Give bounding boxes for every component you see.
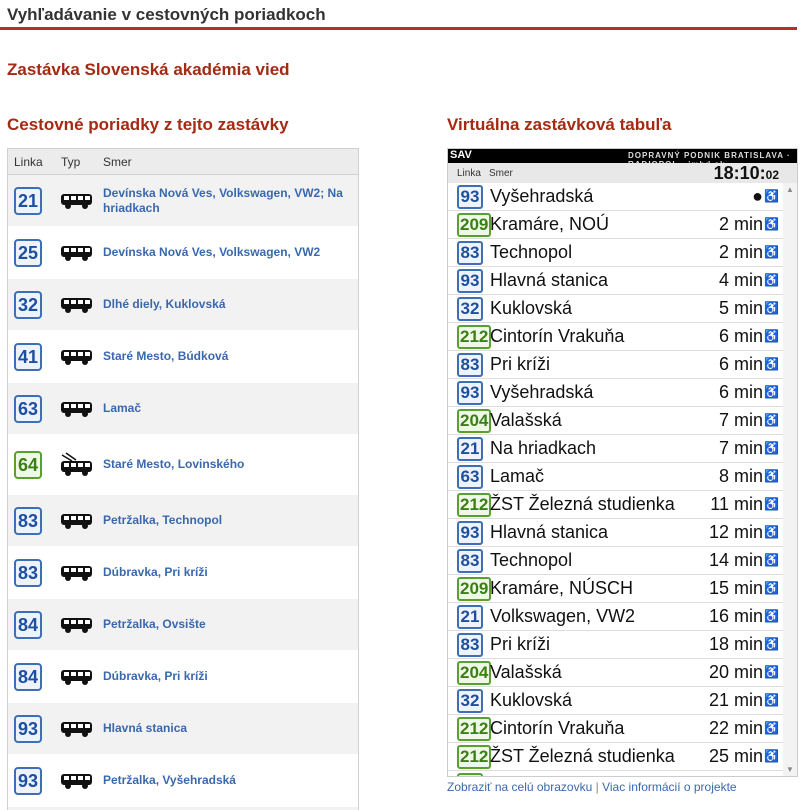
departure-destination: Vyšehradská [490,186,594,206]
departure-time: 20 min [708,662,763,682]
board-header [448,163,797,183]
departure-row [448,351,797,379]
departure-line-badge: 21 [457,605,483,629]
timetable-row[interactable] [8,651,358,703]
departure-destination: Hlavná stanica [490,270,609,290]
direction-link[interactable]: Dúbravka, Pri kríži [103,565,208,579]
line-badge[interactable]: 21 [14,187,42,215]
departure-line-badge: 204 [457,409,491,433]
departure-row [448,715,797,743]
timetables-heading: Cestovné poriadky z tejto zastávky [7,115,289,134]
departure-row [448,435,797,463]
line-badge[interactable]: 64 [14,451,42,479]
clock-time: 18:10 [713,163,760,183]
departure-line-badge: 63 [457,465,483,489]
departure-line-badge: 212 [457,745,491,769]
direction-link[interactable]: Devínska Nová Ves, Volkswagen, VW2 [103,245,321,259]
timetable-row[interactable] [8,227,358,279]
departure-line-badge: 209 [457,213,491,237]
timetable-row[interactable] [8,383,358,435]
departure-destination: Technopol [490,242,573,262]
scroll-down-icon[interactable]: ▼ [786,765,794,774]
departure-line-badge: 32 [457,689,483,713]
bus-icon [60,347,94,367]
wheelchair-icon: ♿ [764,553,779,567]
wheelchair-icon: ♿ [764,637,779,651]
departure-row [448,407,797,435]
line-badge[interactable]: 25 [14,239,42,267]
departure-time: 12 min [708,522,763,542]
line-badge[interactable]: 93 [14,715,42,743]
column-header-line: Linka [14,155,43,169]
timetable-row[interactable] [8,175,358,227]
timetable-table [7,148,359,810]
departure-time: 8 min [718,466,763,486]
fullscreen-link[interactable]: Zobraziť na celú obrazovku [447,780,593,794]
line-badge[interactable]: 93 [14,767,42,795]
bus-icon [60,771,94,791]
timetable-header [8,149,358,175]
line-badge[interactable]: 32 [14,291,42,319]
direction-link[interactable]: Petržalka, Technopol [103,513,223,527]
departure-row [448,687,797,715]
wheelchair-icon: ♿ [764,273,779,287]
wheelchair-icon: ♿ [764,217,779,231]
departure-line-badge: 93 [457,521,483,545]
departure-destination: Valašská [490,662,562,682]
departure-time: 14 min [708,550,763,570]
direction-link[interactable]: Dúbravka, Pri kríži [103,669,208,683]
bus-icon [60,615,94,635]
departure-time: 16 min [708,606,763,626]
departure-time: 4 min [718,270,763,290]
direction-link[interactable]: Hlavná stanica [103,721,188,735]
departure-time: 18 min [708,634,763,654]
wheelchair-icon: ♿ [764,301,779,315]
wheelchair-icon: ♿ [764,665,779,679]
departure-row [448,743,797,771]
departure-time: ● [752,186,763,206]
line-badge[interactable]: 41 [14,343,42,371]
departure-line-badge: 83 [457,633,483,657]
departure-time: 6 min [718,382,763,402]
line-badge[interactable]: 84 [14,611,42,639]
departure-time: 22 min [708,718,763,738]
departure-row [448,631,797,659]
bus-icon [60,719,94,739]
wheelchair-icon: ♿ [764,469,779,483]
departure-destination: Volkswagen, VW2 [490,606,636,626]
board-scrollbar[interactable] [783,183,797,776]
line-badge[interactable]: 63 [14,395,42,423]
wheelchair-icon: ♿ [764,357,779,371]
departure-line-badge: 83 [457,549,483,573]
wheelchair-icon: ♿ [764,413,779,427]
column-header-type: Typ [61,155,81,169]
departure-row [448,771,797,777]
partner-logos: DOPRAVNÝ PODNIK BRATISLAVA · [628,151,791,160]
wheelchair-icon: ♿ [764,749,779,763]
timetable-row[interactable] [8,599,358,651]
direction-link[interactable]: Staré Mesto, Lovinského [103,457,245,471]
departure-time: 5 min [718,298,763,318]
board-clock: 18:10:02 [713,163,779,183]
departure-time: 2 min [718,214,763,234]
title-divider [0,27,797,30]
board-departures [448,183,797,777]
departure-destination: Kramáre, NOÚ [490,214,610,234]
wheelchair-icon: ♿ [764,721,779,735]
departure-row [448,547,797,575]
departure-row [448,267,797,295]
departure-row [448,603,797,631]
board-top-bar [448,149,797,163]
bus-icon [60,399,94,419]
departure-time: 2 min [718,242,763,262]
board-links [447,780,737,794]
departure-destination: Lamač [490,466,545,486]
departure-row [448,519,797,547]
direction-link[interactable]: Petržalka, Ovsište [103,617,206,631]
timetable-row[interactable] [8,279,358,331]
departure-row [448,491,797,519]
departure-line-badge: 21 [457,437,483,461]
departure-destination: ŽST Železná studienka [490,746,675,766]
departure-row [448,239,797,267]
departure-line-badge: 83 [457,353,483,377]
departure-destination: Kuklovská [490,690,573,710]
line-badge[interactable]: 83 [14,559,42,587]
departure-destination: Vyšehradská [490,382,594,402]
line-badge[interactable]: 83 [14,507,42,535]
bus-icon [60,295,94,315]
departure-destination: ŽST Železná studienka [490,494,675,514]
departure-time: 21 min [708,690,763,710]
departure-row [448,463,797,491]
departure-destination: Cintorín Vrakuňa [490,718,625,738]
board-column-line: Linka [457,168,481,179]
wheelchair-icon: ♿ [764,609,779,623]
direction-link[interactable]: Dlhé diely, Kuklovská [103,297,226,311]
column-header-direction: Smer [103,155,132,169]
departure-time: 7 min [718,438,763,458]
departure-destination: Cintorín Vrakuňa [490,326,625,346]
timetable-row[interactable] [8,435,358,495]
wheelchair-icon: ♿ [764,245,779,259]
link-separator: | [595,780,599,794]
line-badge[interactable]: 84 [14,663,42,691]
departure-line-badge [457,773,483,777]
departure-time: 6 min [718,326,763,346]
direction-link[interactable]: Petržalka, Vyšehradská [103,773,236,787]
direction-link[interactable]: Lamač [103,401,142,415]
bus-icon [60,191,94,211]
departure-row [448,659,797,687]
departure-row [448,211,797,239]
timetable-body [8,175,358,810]
wheelchair-icon: ♿ [764,385,779,399]
timetable-row[interactable] [8,755,358,807]
departure-row [448,323,797,351]
departure-destination: Valašská [490,410,562,430]
wheelchair-icon: ♿ [764,329,779,343]
direction-link[interactable]: Devínska Nová Ves, Volkswagen, VW2; Na hriadkach [103,185,343,215]
departure-row [448,575,797,603]
page-title: Vyhľadávanie v cestovných poriadkoch [7,5,326,24]
departure-line-badge: 212 [457,717,491,741]
wheelchair-icon: ♿ [764,693,779,707]
departure-line-badge: 93 [457,185,483,209]
more-info-link[interactable]: Viac informácií o projekte [602,780,737,794]
departure-time: 15 min [708,578,763,598]
wheelchair-icon: ♿ [764,189,779,203]
departure-line-badge: 32 [457,297,483,321]
virtual-board-heading: Virtuálna zastávková tabuľa [447,115,672,134]
wheelchair-icon: ♿ [764,525,779,539]
departure-line-badge: 212 [457,325,491,349]
departure-line-badge: 209 [457,577,491,601]
departure-destination: Pri kríži [490,634,550,654]
departure-destination: Kuklovská [490,298,573,318]
board-column-direction: Smer [489,168,513,179]
virtual-departure-board [447,148,798,777]
departure-line-badge: 83 [457,241,483,265]
wheelchair-icon: ♿ [764,441,779,455]
departure-destination: Na hriadkach [490,438,597,458]
departure-destination: Pri kríži [490,354,550,374]
timetable-row[interactable] [8,331,358,383]
timetable-row[interactable] [8,547,358,599]
wheelchair-icon: ♿ [764,497,779,511]
departure-row [448,295,797,323]
stop-name-heading: Zastávka Slovenská akadémia vied [7,60,290,79]
departure-row [448,183,797,211]
departure-line-badge: 93 [457,269,483,293]
departure-time: 7 min [718,410,763,430]
departure-time: 6 min [718,354,763,374]
departure-time: 11 min [710,494,763,514]
bus-icon [60,243,94,263]
board-stop-code: SAV [450,149,472,161]
departure-line-badge: 204 [457,661,491,685]
timetable-row[interactable] [8,703,358,755]
bus-icon [60,563,94,583]
departure-destination: Hlavná stanica [490,522,609,542]
bus-icon [60,511,94,531]
departure-destination: Technopol [490,550,573,570]
bus-icon [60,667,94,687]
timetable-row[interactable] [8,495,358,547]
departure-destination: Kramáre, NÚSCH [490,578,634,598]
direction-link[interactable]: Staré Mesto, Búdková [103,349,229,363]
departure-time: 25 min [708,746,763,766]
departure-row [448,379,797,407]
departure-line-badge: 212 [457,493,491,517]
trolleybus-icon [60,452,94,472]
scroll-up-icon[interactable]: ▲ [786,185,794,194]
departure-line-badge: 93 [457,381,483,405]
wheelchair-icon: ♿ [764,581,779,595]
clock-seconds: 02 [765,168,779,182]
